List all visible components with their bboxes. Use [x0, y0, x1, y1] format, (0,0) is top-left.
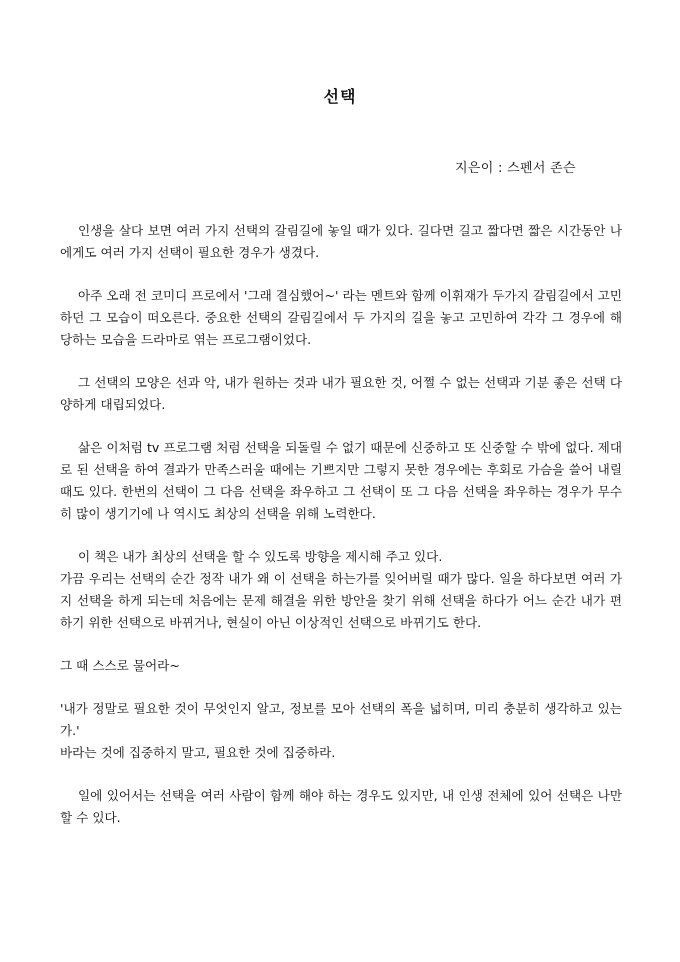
paragraph [60, 372, 622, 416]
paragraph [60, 546, 622, 634]
paragraph-text: 그 선택의 모양은 선과 악, 내가 원하는 것과 내가 필요한 것, 어쩔 수 없는 선택과 기분 좋은 선택 다양하게 대립되었다. [60, 375, 622, 412]
document-body [60, 220, 622, 850]
paragraph-text: 아주 오래 전 코미디 프로에서 '그래 결심했어~' 라는 멘트와 함께 이휘재가 두가지 갈림길에서 고민하던 그 모습이 떠오른다. 중요한 선택의 갈림길에서 두 가지의 길을 놓고 고민하여 각각 그 경우에 해당하는 모습을 드라마로 엮는 프로그램이었다. [60, 288, 622, 347]
quote-text: '내가 정말로 필요한 것이 무엇인지 알고, 정보를 모아 선택의 폭을 넓히며, 미리 충분히 생각하고 있는가.' [60, 701, 622, 738]
document-title: 선택 [323, 87, 357, 106]
paragraph [60, 220, 622, 264]
paragraph [60, 285, 622, 351]
paragraph-text: 삶은 이처럼 tv 프로그램 처럼 선택을 되돌릴 수 없기 때문에 신중하고 또 신중할 수 밖에 없다. 제대로 된 선택을 하여 결과가 만족스러울 때에는 기쁘지만 그렇지 못한 경우에는 후회로 가슴을 쓸어 내릴 때도 있다. 한번의 선택이 그 다음 선택을 좌우하고 그 선택이 또 그 다음 선택을 좌우하는 경우가 무수히 많이 생기기에 나 역시도 최상의 선택을 위해 노력한다. [60, 440, 622, 521]
paragraph [60, 785, 622, 829]
paragraph-text: 인생을 살다 보면 여러 가지 선택의 갈림길에 놓일 때가 있다. 길다면 길고 짧다면 짧은 시간동안 나에게도 여러 가지 선택이 필요한 경우가 생겼다. [60, 223, 622, 260]
paragraph [60, 698, 622, 764]
paragraph-text: 가끔 우리는 선택의 순간 정작 내가 왜 이 선택을 하는가를 잊어버릴 때가 많다. 일을 하다보면 여러 가지 선택을 하게 되는데 처음에는 문제 해결을 위한 방안을 찾기 위해 선택을 하다가 어느 순간 내가 편하기 위한 선택으로 바뀌거나, 현실이 아닌 이상적인 선택으로 바뀌기도 한다. [60, 571, 622, 630]
paragraph [60, 655, 622, 677]
paragraph-text: 바라는 것에 집중하지 말고, 필요한 것에 집중하라. [60, 745, 336, 760]
author-line: 지은이 : 스펜서 존슨 [455, 161, 576, 176]
paragraph-text: 일에 있어서는 선택을 여러 사람이 함께 해야 하는 경우도 있지만, 내 인생 전체에 있어 선택은 나만 할 수 있다. [60, 788, 622, 825]
paragraph-text: 이 책은 내가 최상의 선택을 할 수 있도록 방향을 제시해 주고 있다. [78, 549, 443, 564]
paragraph [60, 437, 622, 525]
paragraph-text: 그 때 스스로 물어라~ [60, 658, 180, 673]
